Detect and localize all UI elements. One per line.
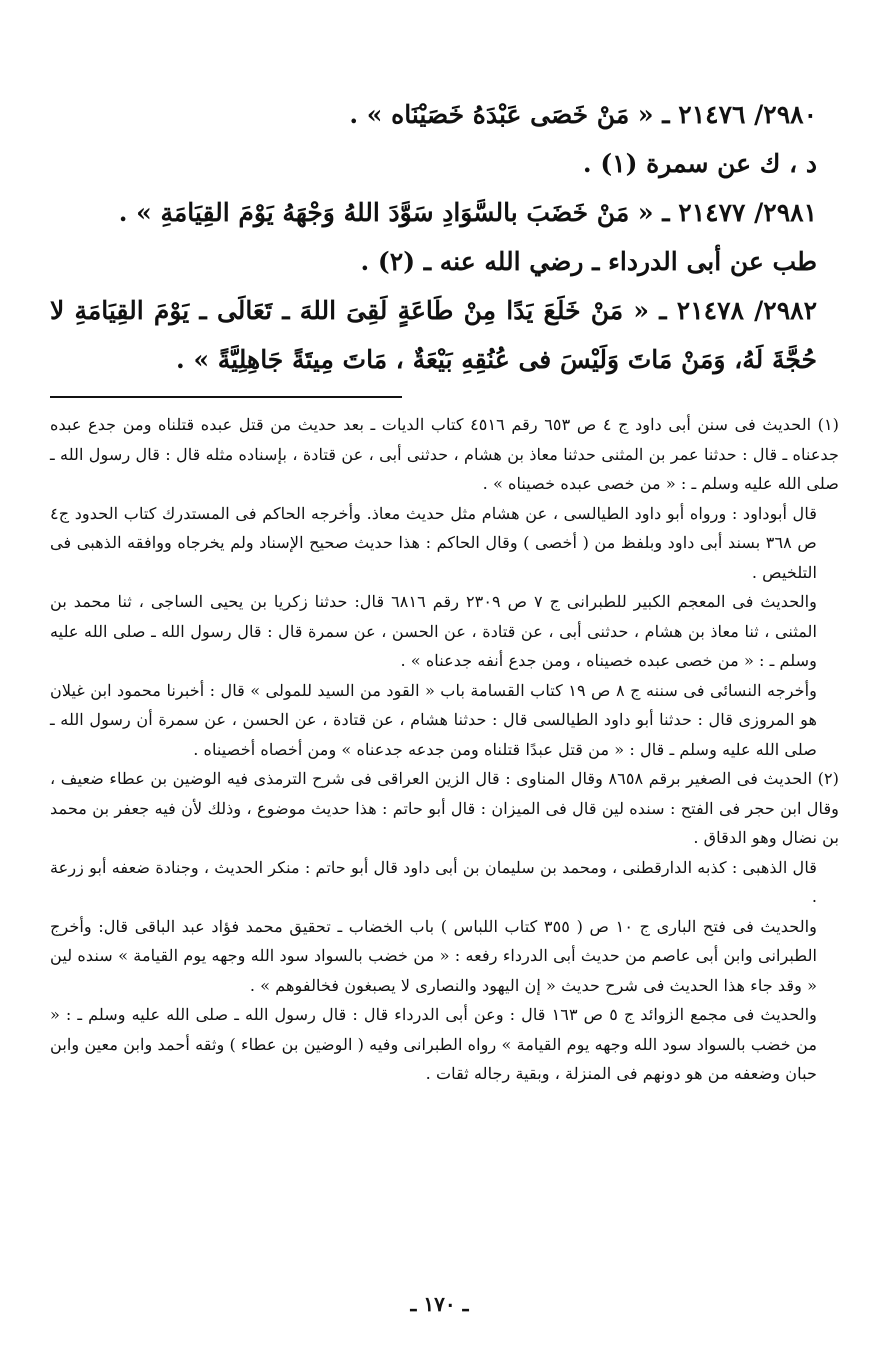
main-text	[50, 90, 817, 384]
hadith-2981: ٢٩٨١/ ٢١٤٧٧ ـ « مَنْ خَضَبَ بالسَّوَادِ سَوَّدَ اللهُ وَجْهَهُ يَوْمَ القِيَامَةِ » .	[118, 198, 817, 227]
hadith-2981-source: طب عن أبى الدرداء ـ رضي الله عنه ـ (٢) .	[360, 247, 817, 276]
footnote-2-paragraph-2: قال الذهبى : كذبه الدارقطنى ، ومحمد بن سليمان بن أبى داود قال أبو حاتم : منكر الحديث ، وجنادة ضعفه أبو زرعة .	[50, 857, 817, 906]
footnote-2-paragraph-1: (٢) الحديث فى الصغير برقم ٨٦٥٨ وقال المناوى : قال الزين العراقى فى شرح الترمذى فيه الوضين بن عطاء ضعيف ، وقال ابن حجر فى الفتح : سنده لين قال فى الميزان : قال أبو حاتم : هذا حديث موضوع ، وذلك لأن فيه جعفر بن محمد بن نضال وهو الدقاق .	[50, 769, 839, 847]
hadith-2982: ٢٩٨٢/ ٢١٤٧٨ ـ « مَنْ خَلَعَ يَدًا مِنْ طَاعَةٍ لَقِىَ اللهَ ـ تَعَالَى ـ يَوْمَ القِيَامَةِ لا حُجَّةَ لَهُ، وَمَنْ مَاتَ وَلَيْسَ فى عُنُقِهِ بَيْعَةٌ ، مَاتَ مِيتَةً جَاهِلِيَّةً » .	[50, 296, 817, 374]
hadith-2980: ٢٩٨٠/ ٢١٤٧٦ ـ « مَنْ خَصَى عَبْدَهُ خَصَيْنَاه » .	[349, 100, 817, 129]
hadith-2980-source: د ، ك عن سمرة (١) .	[582, 149, 817, 178]
footnote-1-paragraph-3: والحديث فى المعجم الكبير للطبرانى ج ٧ ص ٢٣٠٩ رقم ٦٨١٦ قال: حدثنا زكريا بن يحيى الساجى ، ثنا محمد بن المثنى ، ثنا معاذ بن هشام ، حدثنى أبى ، عن قتادة ، عن الحسن ، عن سمرة قال : قال رسول الله ـ صلى الله عليه وسلم ـ : « من خصى عبده خصيناه ، ومن جدع أنفه جدعناه » .	[50, 592, 817, 670]
footnotes	[50, 410, 839, 1089]
footnote-separator	[50, 396, 402, 398]
footnote-2-paragraph-3: والحديث فى فتح البارى ج ١٠ ص ( ٣٥٥ كتاب اللباس ) باب الخضاب ـ تحقيق محمد فؤاد عبد الباقى قال: وأخرج الطبرانى وابن أبى عاصم من حديث أبى الدرداء رفعه : « من خضب بالسواد سود الله وجهه يوم القيامة » سنده لين « وقد جاء هذا الحديث فى شرح حديث « إن اليهود والنصارى لا يصبغون فخالفوهم » .	[50, 916, 817, 995]
footnote-1-paragraph-4: وأخرجه النسائى فى سننه ج ٨ ص ١٩ كتاب القسامة باب « القود من السيد للمولى » قال : أخبرنا محمود ابن غيلان هو المروزى قال : حدثنا أبو داود الطيالسى قال : حدثنا هشام ، عن قتادة ، عن الحسن ، عن سمرة أن رسول الله ـ صلى الله عليه وسلم ـ قال : « من قتل عبدًا قتلناه ومن جدعه جدعناه » ومن أخصاه أخصيناه .	[50, 680, 817, 759]
footnote-1-paragraph-1: (١) الحديث فى سنن أبى داود ج ٤ ص ٦٥٣ رقم ٤٥١٦ كتاب الديات ـ بعد حديث من قتل عبده قتلناه ومن جدع عبده جدعناه ـ قال : حدثنا عمر بن المثنى حدثنا معاذ بن هشام ، حدثنى أبى ، عن قتادة ، بإسناده مثله قال : قال رسول الله ـ صلى الله عليه وسلم ـ : « من خصى عبده خصيناه » .	[50, 415, 839, 493]
footnote-2-paragraph-4: والحديث فى مجمع الزوائد ج ٥ ص ١٦٣ قال : وعن أبى الدرداء قال : قال رسول الله ـ صلى الله عليه وسلم ـ : « من خضب بالسواد سود الله وجهه يوم القيامة » رواه الطبرانى وفيه ( الوضين بن عطاء ) وثقه أحمد وابن معين وابن حبان وضعفه من هو دونهم فى المنزلة ، وبقية رجاله ثقات .	[50, 1005, 817, 1083]
page-number: ـ ١٧٠ ـ	[410, 1292, 469, 1316]
page-content	[50, 90, 839, 1083]
footnote-1-paragraph-2: قال أبوداود : ورواه أبو داود الطيالسى ، عن هشام مثل حديث معاذ. وأخرجه الحاكم فى المستدرك كتاب الحدود ج٤ ص ٣٦٨ بسند أبى داود وبلفظ من ( أخصى ) وقال الحاكم : هذا حديث صحيح الإسناد ولم يخرجاه ووافقه الذهبى فى التلخيص .	[50, 503, 817, 582]
